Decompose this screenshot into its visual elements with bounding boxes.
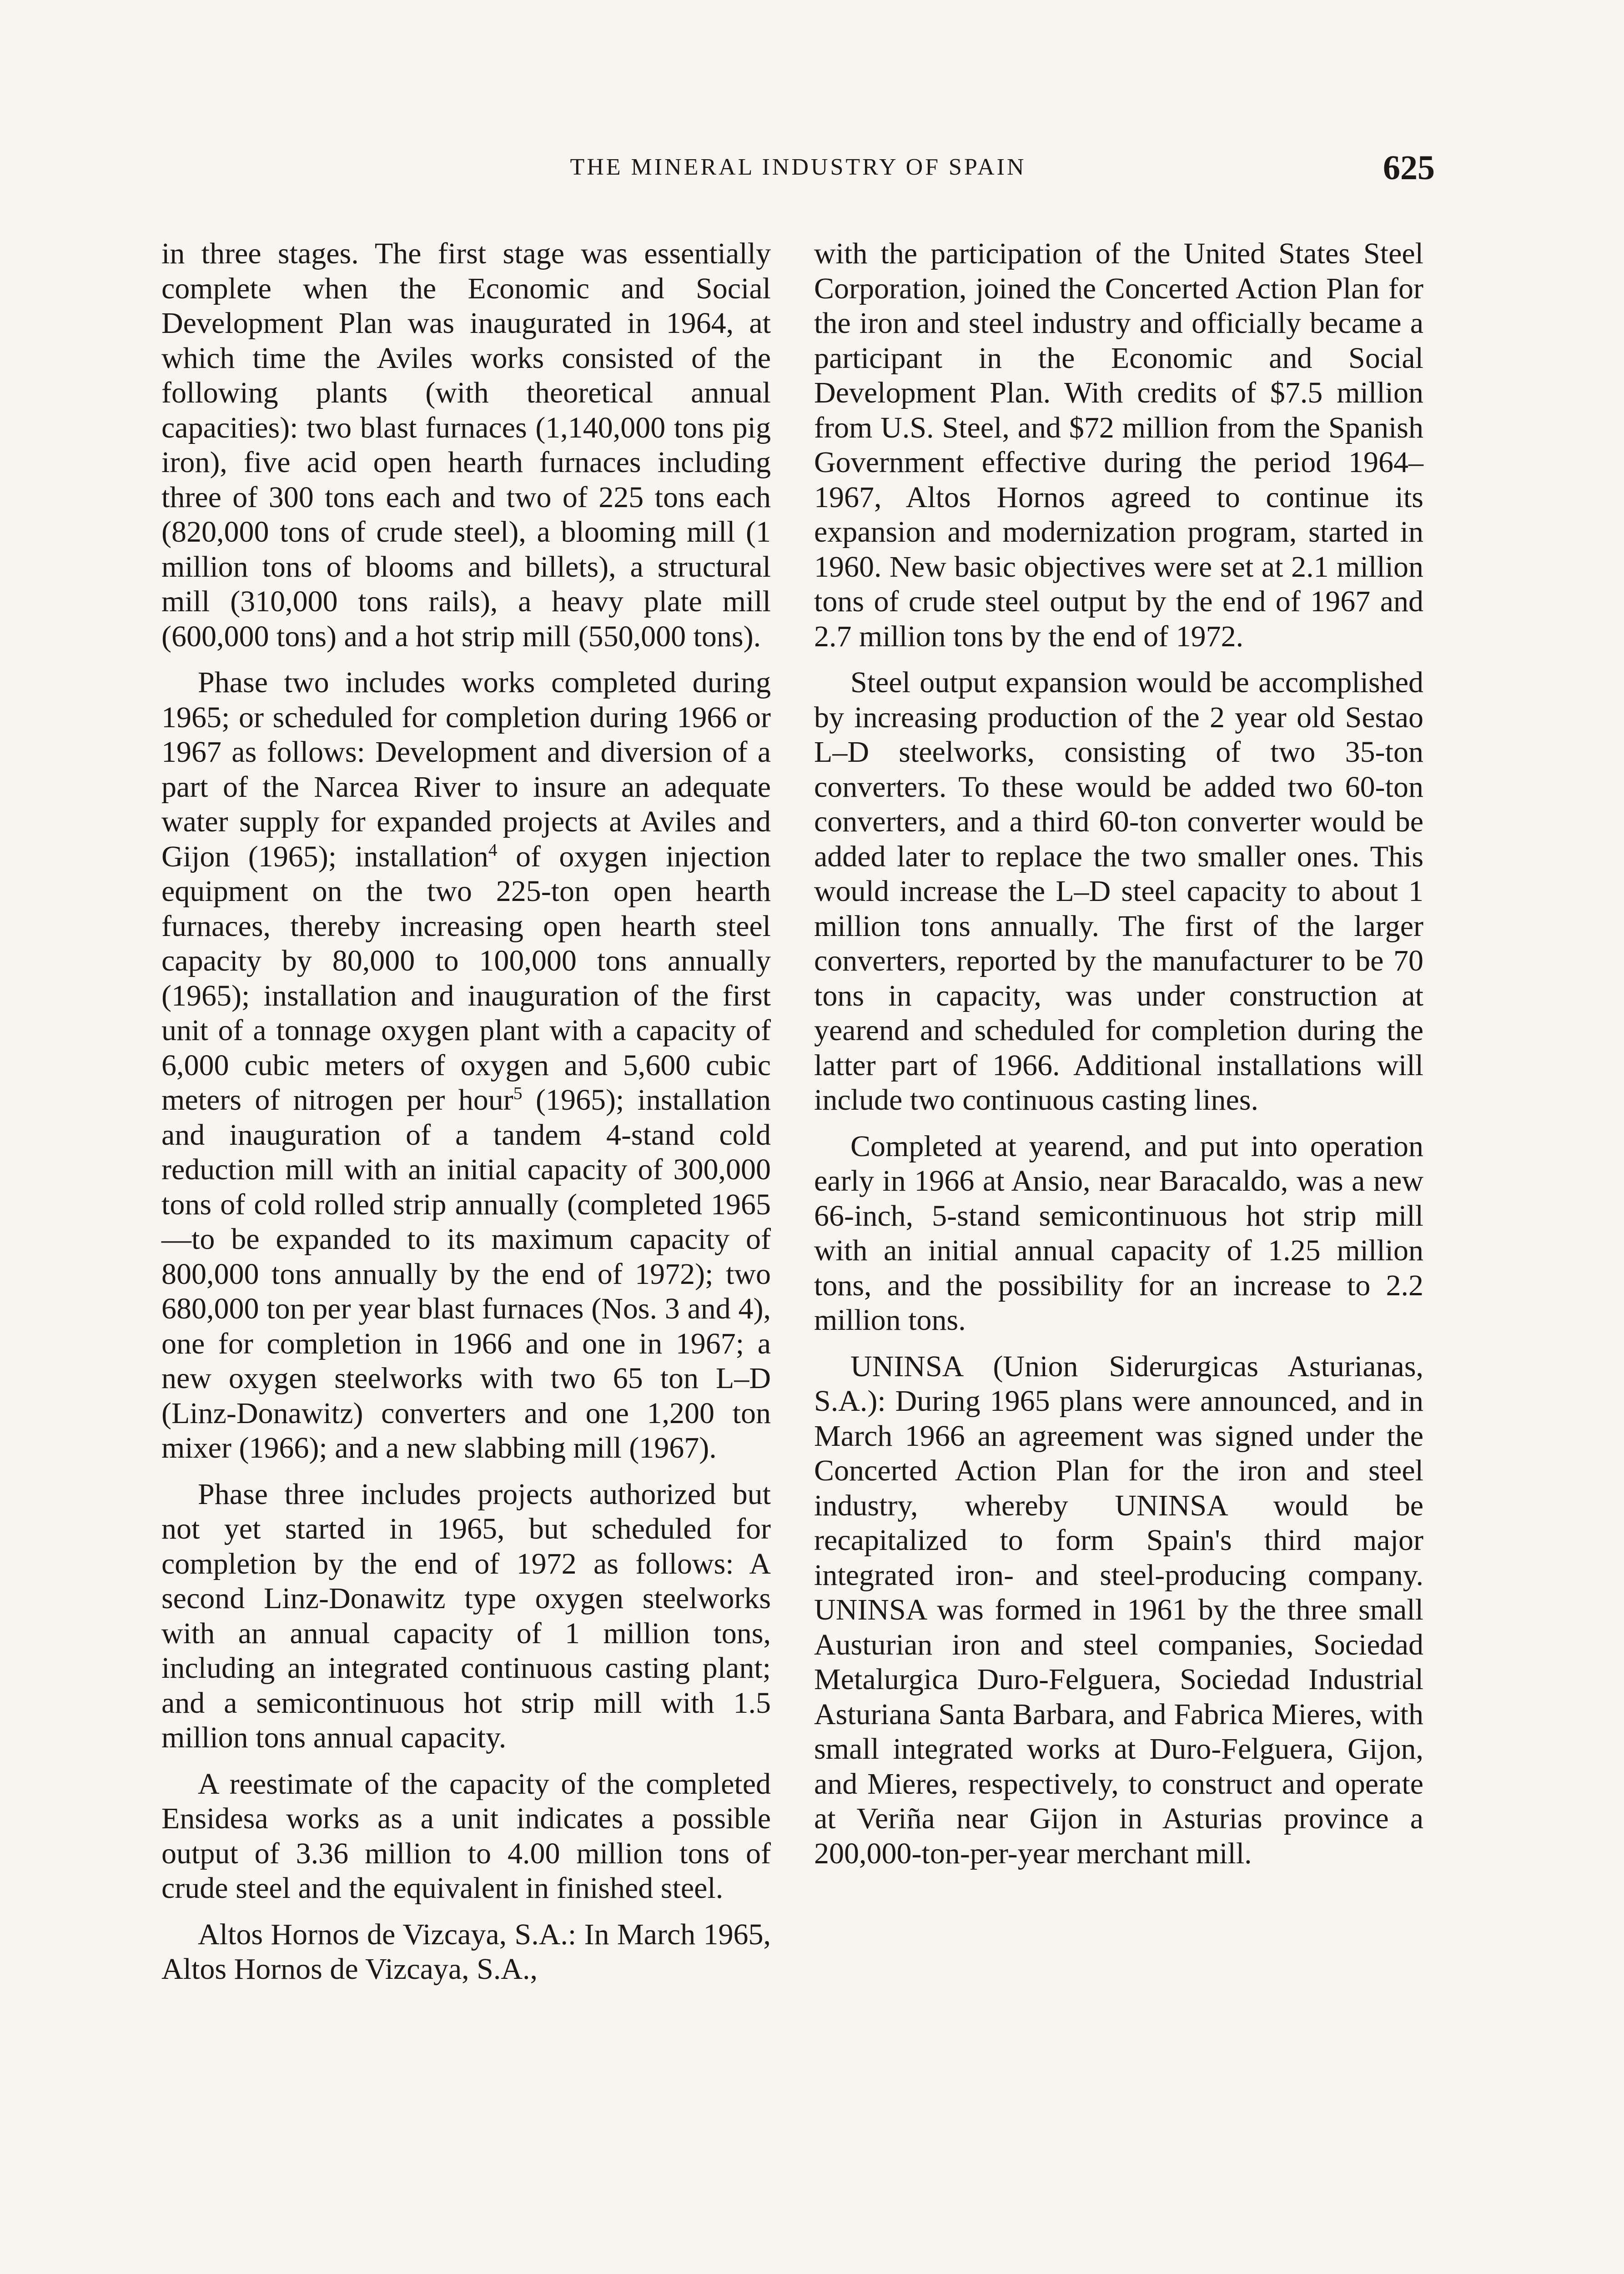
paragraph: with the participation of the United States Steel Corporation, joined the Concerted Action Plan for the iron and steel industry and officially became a participant in the Economic and Social Development Plan. With credits of $7.5 million from U.S. Steel, and $72 million from the Spanish Government effective during the period 1964–1967, Altos Hornos agreed to continue its expansion and modernization program, started in 1960. New basic objectives were set at 2.1 million tons of crude steel output by the end of 1967 and 2.7 million tons by the end of 1972. — [814, 237, 1423, 653]
left-column — [161, 236, 771, 1987]
paragraph: Phase three includes projects authorized but not yet started in 1965, but scheduled for completion by the end of 1972 as follows: A second Linz-Donawitz type oxygen steelworks with an annual capacity of 1 million tons, including an integrated continuous casting plant; and a semicontinuous hot strip mill with 1.5 million tons annual capacity. — [161, 1477, 771, 1754]
paragraph: Completed at yearend, and put into operation early in 1966 at Ansio, near Baracaldo, was a new 66-inch, 5-stand semicontinuous hot strip mill with an initial annual capacity of 1.25 million tons, and the possibility for an increase to 2.2 million tons. — [814, 1129, 1423, 1337]
paragraph — [161, 665, 771, 1466]
footnote-ref: 5 — [513, 1083, 523, 1103]
paragraph: Altos Hornos de Vizcaya, S.A.: In March 1965, Altos Hornos de Vizcaya, S.A., — [161, 1917, 771, 1986]
footnote-ref: 4 — [488, 839, 498, 860]
paragraph: Steel output expansion would be accomplished by increasing production of the 2 year old Sestao L–D steelworks, consisting of two 35-ton converters. To these would be added two 60-ton converters, and a third 60-ton converter would be added later to replace the two smaller ones. This would increase the L–D steel capacity to about 1 million tons annually. The first of the larger converters, reported by the manufacturer to be 70 tons in capacity, was under construction at yearend and scheduled for completion during the latter part of 1966. Additional installations will include two continuous casting lines. — [814, 666, 1423, 1117]
text-run: Phase two includes works completed during 1965; or scheduled for completion during 1966 or 1967 as follows: Development and diversion of a part of the Narcea River to insure an adequate water supply for expanded projects at Aviles and Gijon (1965); installation — [161, 666, 771, 873]
text-run: (1965); installation and inauguration of a tandem 4-stand cold reduction mill with an initial capacity of 300,000 tons of cold rolled strip annually (completed 1965—to be expanded to its maximum capacity of 800,000 tons annually by the end of 1972); two 680,000 ton per year blast furnaces (Nos. 3 and 4), one for completion in 1966 and one in 1967; a new oxygen steelworks with two 65 ton L–D (Linz-Donawitz) converters and one 1,200 ton mixer (1966); and a new slabbing mill (1967). — [161, 1083, 771, 1464]
text-run: of oxygen injection equipment on the two 225-ton open hearth furnaces, thereby increasing open hearth steel capacity by 80,000 to 100,000 tons annually (1965); installation and inauguration of the first unit of a tonnage oxygen plant with a capacity of 6,000 cubic meters of oxygen and 5,600 cubic meters of nitrogen per hour — [161, 840, 771, 1117]
right-column — [814, 236, 1423, 1871]
paragraph: UNINSA (Union Siderurgicas Asturianas, S.A.): During 1965 plans were announced, and in March 1966 an agreement was signed under the Concerted Action Plan for the iron and steel industry, whereby UNINSA would be recapitalized to form Spain's third major integrated iron- and steel-producing company. UNINSA was formed in 1961 by the three small Austurian iron and steel companies, Sociedad Metalurgica Duro-Felguera, Sociedad Industrial Asturiana Santa Barbara, and Fabrica Mieres, with small integrated works at Duro-Felguera, Gijon, and Mieres, respectively, to construct and operate at Veriña near Gijon in Asturias province a 200,000-ton-per-year merchant mill. — [814, 1349, 1423, 1870]
page-header — [161, 145, 1435, 190]
paragraph: A reestimate of the capacity of the completed Ensidesa works as a unit indicates a possible output of 3.36 million to 4.00 million tons of crude steel and the equivalent in finished steel. — [161, 1767, 771, 1905]
page-number: 625 — [1383, 149, 1435, 187]
running-title: THE MINERAL INDUSTRY OF SPAIN — [570, 154, 1026, 180]
paragraph: in three stages. The first stage was essentially complete when the Economic and Social Development Plan was inaugurated in 1964, at which time the Aviles works consisted of the following plants (with theoretical annual capacities): two blast furnaces (1,140,000 tons pig iron), five acid open hearth furnaces including three of 300 tons each and two of 225 tons each (820,000 tons of crude steel), a blooming mill (1 million tons of blooms and billets), a structural mill (310,000 tons rails), a heavy plate mill (600,000 tons) and a hot strip mill (550,000 tons). — [161, 237, 771, 653]
